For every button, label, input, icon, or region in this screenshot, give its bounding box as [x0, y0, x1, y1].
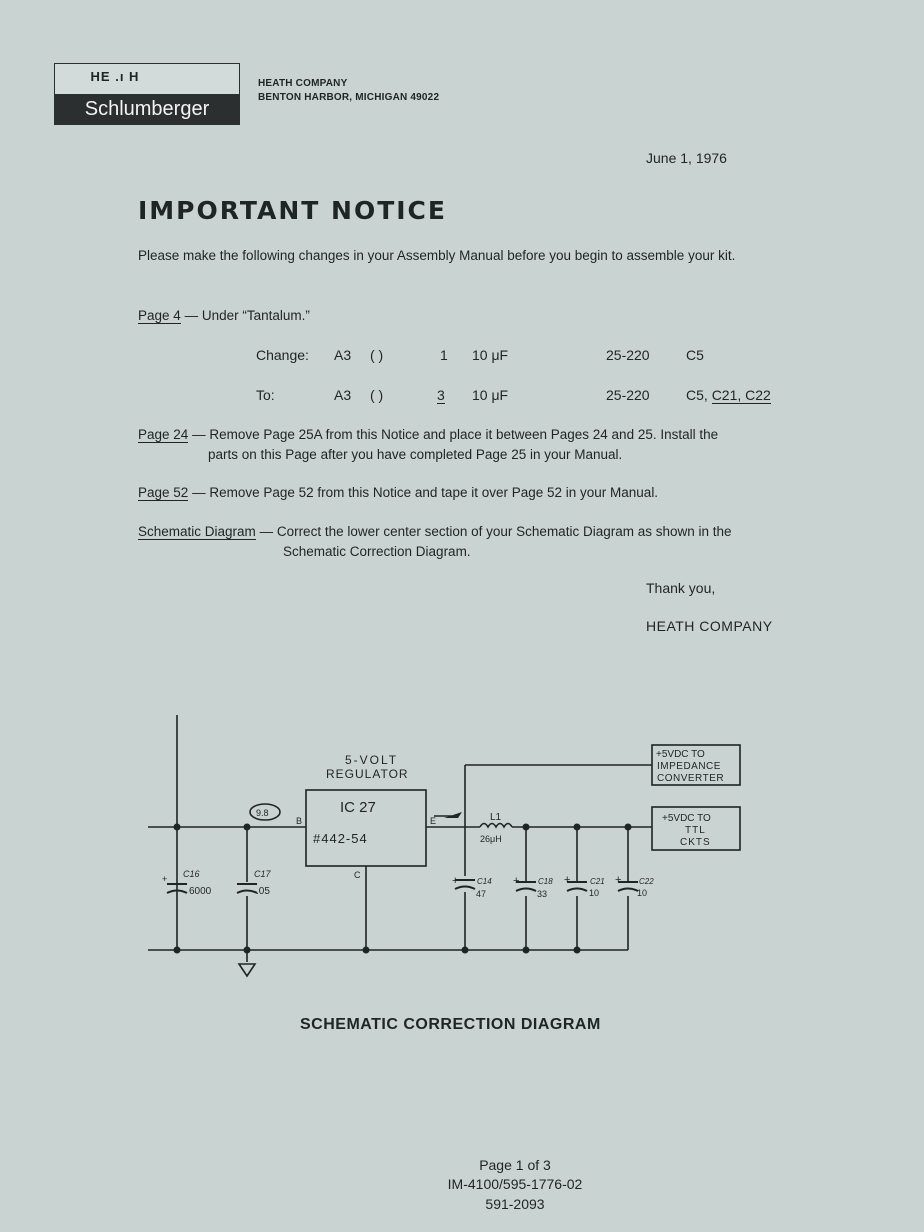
- logo-heath-text: HE .ı H: [90, 69, 140, 84]
- arrow-icon: [444, 812, 462, 818]
- c18-name: C18: [538, 877, 553, 886]
- c14-value: 47: [476, 889, 487, 899]
- box1-line1: +5VDC TO: [656, 749, 705, 760]
- schematic-line1: — Correct the lower center section of your Schematic Diagram as shown in the: [259, 524, 732, 539]
- closing-thanks: Thank you,: [646, 580, 716, 596]
- box1-line3: CONVERTER: [657, 773, 725, 784]
- to-label: To:: [256, 387, 275, 403]
- c14-plus: +: [452, 875, 459, 887]
- box2-line2: TTL: [685, 825, 706, 836]
- intro-paragraph: Please make the following changes in your Assembly Manual before you begin to assemble your kit.: [138, 248, 736, 263]
- change-check: ( ): [370, 347, 384, 363]
- junction-dot: [574, 947, 581, 954]
- change-label: Change:: [256, 347, 309, 363]
- c21-plate-bottom: [567, 889, 587, 892]
- to-part-number: 25-220: [606, 387, 650, 403]
- box1-line2: IMPEDANCE: [657, 761, 721, 772]
- c18-plate-bottom: [516, 889, 536, 892]
- c14-name: C14: [477, 877, 492, 886]
- to-ref-a: C5,: [686, 387, 708, 403]
- page24-line1: — Remove Page 25A from this Notice and place it between Pages 24 and 25. Install the: [192, 427, 719, 442]
- c21-plus: +: [564, 874, 571, 886]
- c16-value: 6000: [189, 886, 212, 897]
- change-ref: C5: [686, 347, 704, 363]
- page4-ref: Page 4: [138, 308, 181, 323]
- notice-date: June 1, 1976: [646, 150, 727, 166]
- pin-c-label: C: [354, 870, 361, 880]
- c17-name: C17: [254, 869, 271, 879]
- page52-text: — Remove Page 52 from this Notice and tape it over Page 52 in your Manual.: [192, 485, 659, 500]
- pin-e-label: E: [430, 816, 437, 826]
- page4-text: — Under “Tantalum.”: [184, 308, 310, 323]
- diagram-caption: SCHEMATIC CORRECTION DIAGRAM: [300, 1016, 601, 1033]
- regulator-label-2: REGULATOR: [326, 767, 409, 781]
- c22-name: C22: [639, 877, 654, 886]
- company-name: HEATH COMPANY: [258, 78, 348, 89]
- pin-b-label: B: [296, 816, 303, 826]
- page24-line2: parts on this Page after you have completed Page 25 in your Manual.: [208, 447, 623, 462]
- schematic-ref: Schematic Diagram: [138, 524, 256, 539]
- regulator-label-1: 5-VOLT: [345, 753, 399, 767]
- change-value: 10 μF: [472, 347, 509, 363]
- c21-value: 10: [589, 888, 600, 898]
- junction-dot: [523, 947, 530, 954]
- to-part: A3: [334, 387, 352, 403]
- junction-dot: [244, 824, 251, 831]
- c16-plus: +: [162, 874, 168, 884]
- schematic-line2: Schematic Correction Diagram.: [283, 544, 471, 559]
- c17-plate-bottom: [237, 891, 257, 894]
- logo-brand-text: Schlumberger: [55, 94, 239, 124]
- voltage-mark: 9.8: [256, 808, 269, 818]
- box2-line1: +5VDC TO: [662, 813, 711, 824]
- inductor-name: L1: [490, 812, 502, 823]
- footer-code: IM-4100/595-1776-02: [447, 1176, 583, 1192]
- box2-line3: CKTS: [680, 837, 711, 848]
- junction-dot: [363, 947, 370, 954]
- l1-inductor: [480, 824, 512, 828]
- c22-plate-bottom: [618, 889, 638, 892]
- change-qty: 1: [440, 347, 448, 363]
- c16-name: C16: [183, 869, 200, 879]
- c18-plus: +: [513, 875, 520, 887]
- c17-value: .05: [256, 886, 270, 897]
- junction-dot: [625, 824, 632, 831]
- ground-symbol: [239, 964, 255, 976]
- c22-plus: +: [615, 874, 622, 886]
- ic-name: IC 27: [340, 799, 376, 816]
- c18-value: 33: [537, 889, 548, 899]
- change-part-number: 25-220: [606, 347, 650, 363]
- junction-dot: [462, 947, 469, 954]
- c22-value: 10: [637, 888, 648, 898]
- inductor-value: 26μH: [480, 834, 502, 844]
- junction-dot: [174, 947, 181, 954]
- change-part: A3: [334, 347, 352, 363]
- page24-ref: Page 24: [138, 427, 189, 442]
- to-qty: 3: [437, 387, 445, 403]
- ic-part-number: #442-54: [313, 831, 368, 846]
- to-value: 10 μF: [472, 387, 509, 403]
- page52-ref: Page 52: [138, 485, 189, 500]
- junction-dot: [244, 947, 251, 954]
- closing-signature: HEATH COMPANY: [646, 618, 773, 634]
- to-check: ( ): [370, 387, 384, 403]
- notice-title: IMPORTANT NOTICE: [138, 196, 447, 225]
- junction-dot: [174, 824, 181, 831]
- to-ref-b: C21, C22: [711, 387, 771, 403]
- c21-name: C21: [590, 877, 605, 886]
- junction-dot: [523, 824, 530, 831]
- footer-page: Page 1 of 3: [479, 1157, 551, 1173]
- company-address: BENTON HARBOR, MICHIGAN 49022: [258, 92, 440, 103]
- junction-dot: [574, 824, 581, 831]
- footer-number: 591-2093: [485, 1196, 545, 1212]
